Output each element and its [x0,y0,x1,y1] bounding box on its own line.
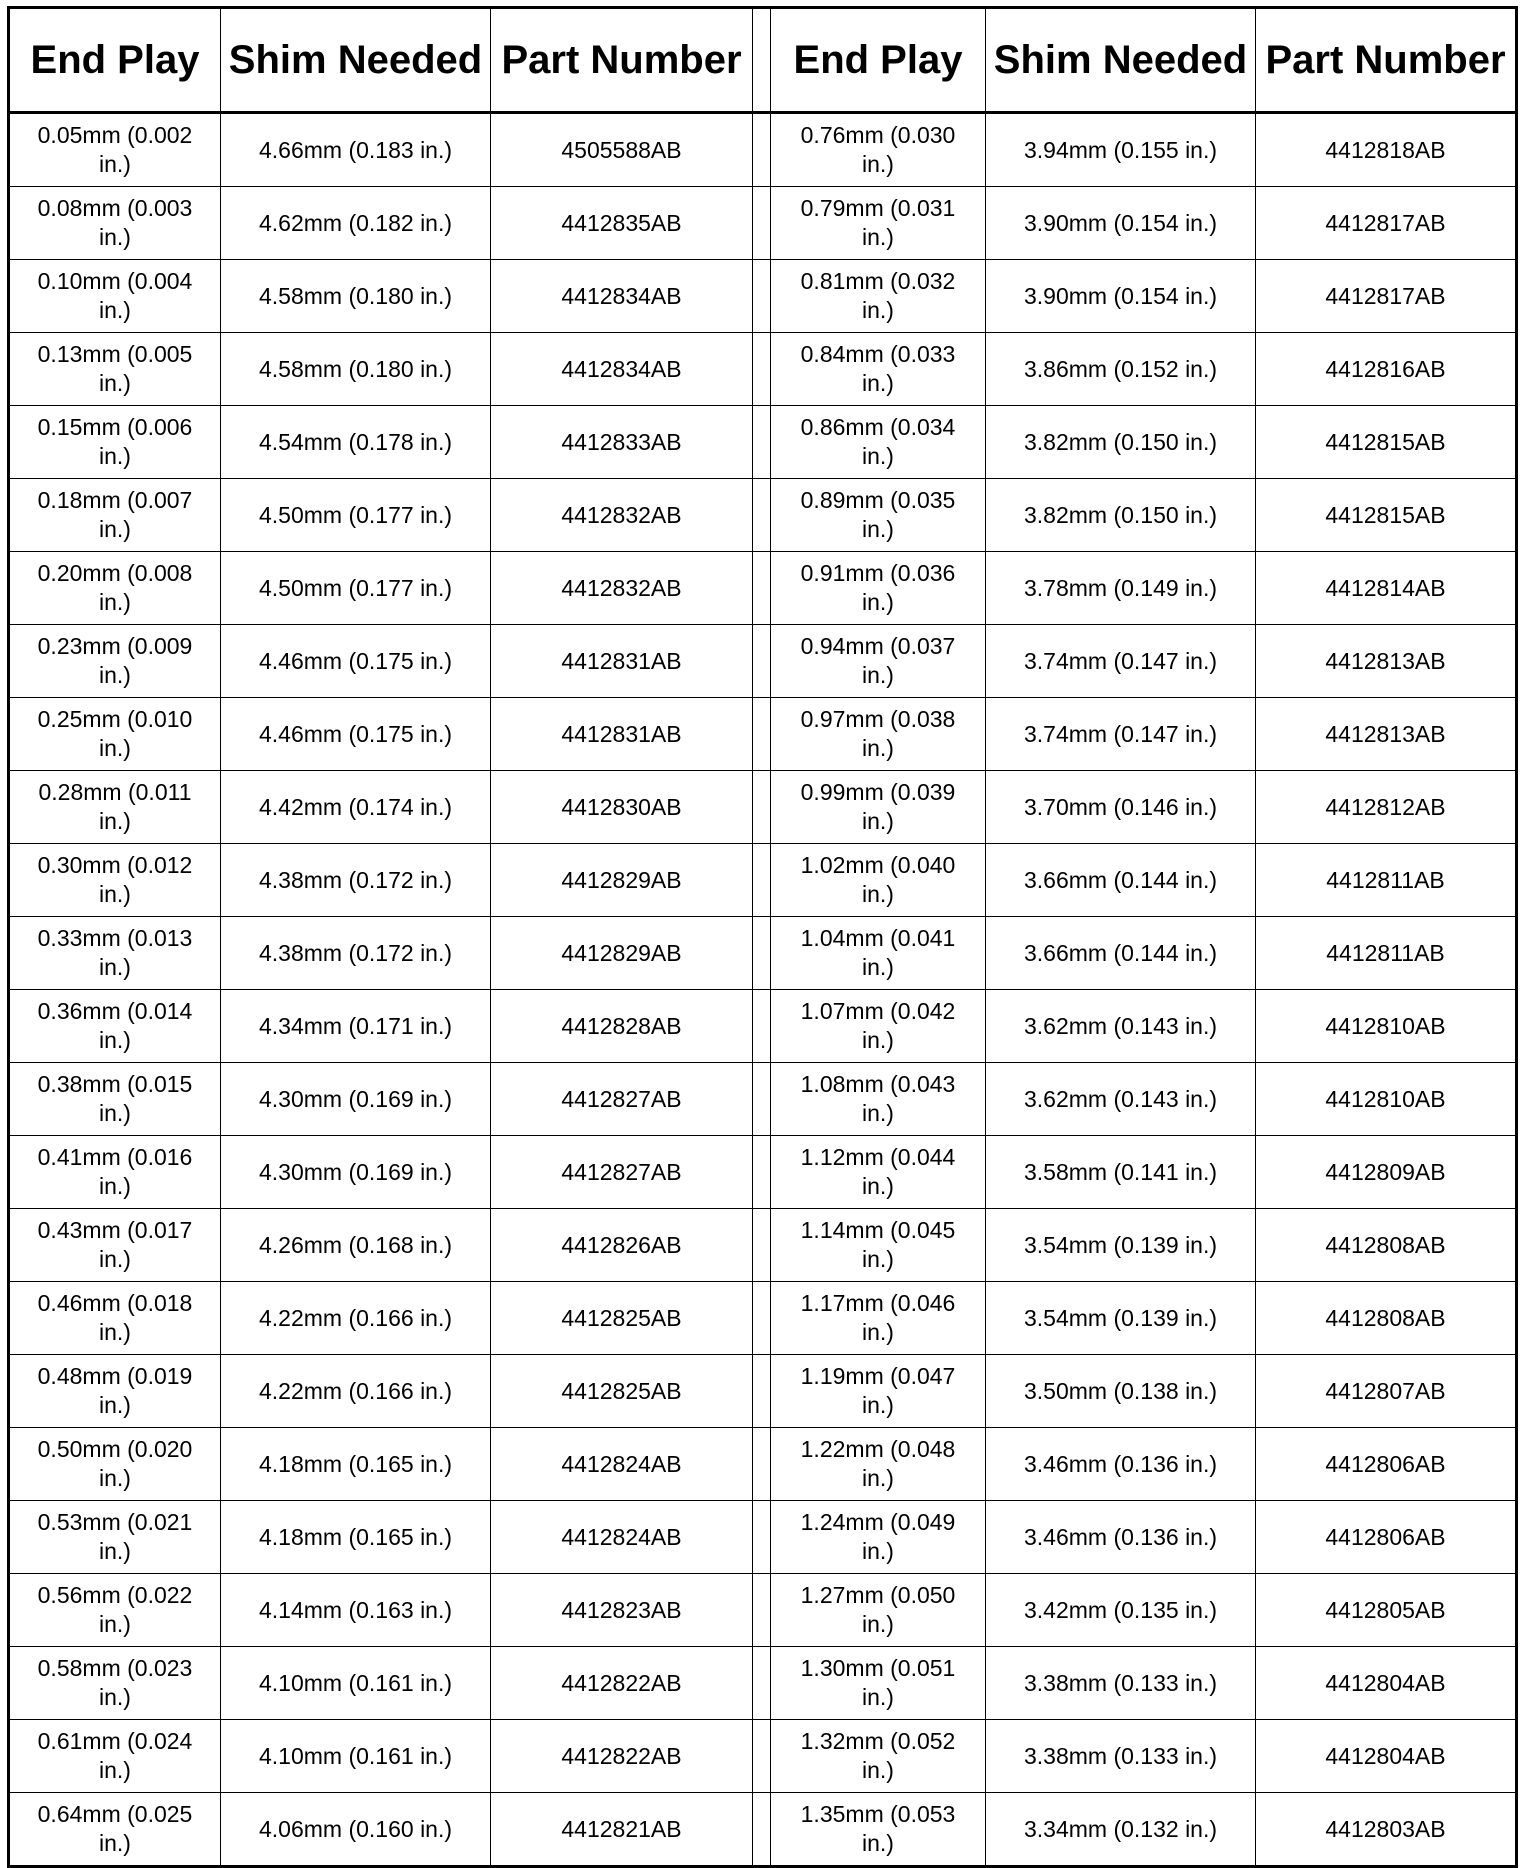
end-play-value: 0.79mm (0.031 in.) [800,195,956,250]
cell-end-play-right [771,625,986,698]
shim-selection-chart [7,6,1515,1856]
end-play-value: 0.76mm (0.030 in.) [800,122,956,177]
cell-shim-needed: 4.58mm (0.180 in.) [221,333,491,406]
end-play-value: 1.02mm (0.040 in.) [800,852,956,907]
end-play-value: 0.99mm (0.039 in.) [800,779,956,834]
column-header-end-play: End Play [9,8,221,113]
cell-shim-needed: 4.50mm (0.177 in.) [221,479,491,552]
column-divider [753,260,771,333]
end-play-value: 0.58mm (0.023 in.) [37,1655,193,1710]
cell-end-play [9,1574,221,1647]
end-play-value: 1.08mm (0.043 in.) [800,1071,956,1126]
table-row [9,1793,1517,1867]
cell-end-play-right [771,1720,986,1793]
end-play-value: 0.53mm (0.021 in.) [37,1509,193,1564]
cell-part-number: 4412821AB [491,1793,753,1867]
column-divider [753,479,771,552]
table-row [9,260,1517,333]
end-play-value: 0.41mm (0.016 in.) [37,1144,193,1199]
cell-shim-needed: 4.42mm (0.174 in.) [221,771,491,844]
cell-end-play-right [771,1793,986,1867]
table-row [9,1428,1517,1501]
table-row [9,1282,1517,1355]
column-divider [753,990,771,1063]
cell-part-number: 4412824AB [491,1428,753,1501]
cell-shim-needed-right: 3.94mm (0.155 in.) [986,113,1256,187]
cell-end-play-right [771,113,986,187]
end-play-value: 0.15mm (0.006 in.) [37,414,193,469]
cell-part-number-right: 4412809AB [1256,1136,1517,1209]
cell-part-number-right: 4412818AB [1256,113,1517,187]
cell-shim-needed: 4.10mm (0.161 in.) [221,1720,491,1793]
cell-end-play [9,1063,221,1136]
shim-table [7,6,1518,1868]
cell-shim-needed-right: 3.62mm (0.143 in.) [986,990,1256,1063]
cell-part-number-right: 4412808AB [1256,1282,1517,1355]
cell-end-play [9,698,221,771]
end-play-value: 1.14mm (0.045 in.) [800,1217,956,1272]
end-play-value: 1.04mm (0.041 in.) [800,925,956,980]
cell-shim-needed: 4.18mm (0.165 in.) [221,1428,491,1501]
cell-shim-needed: 4.22mm (0.166 in.) [221,1282,491,1355]
cell-end-play [9,990,221,1063]
cell-end-play [9,1428,221,1501]
end-play-value: 0.81mm (0.032 in.) [800,268,956,323]
cell-part-number: 4412831AB [491,698,753,771]
cell-end-play [9,1282,221,1355]
cell-part-number: 4412833AB [491,406,753,479]
end-play-value: 0.86mm (0.034 in.) [800,414,956,469]
end-play-value: 1.24mm (0.049 in.) [800,1509,956,1564]
cell-shim-needed-right: 3.46mm (0.136 in.) [986,1501,1256,1574]
column-divider [753,1209,771,1282]
cell-end-play [9,1720,221,1793]
column-divider [753,406,771,479]
cell-shim-needed-right: 3.82mm (0.150 in.) [986,406,1256,479]
column-divider [753,1136,771,1209]
table-row [9,187,1517,260]
column-divider [753,1647,771,1720]
column-divider [753,333,771,406]
cell-part-number-right: 4412810AB [1256,990,1517,1063]
table-row [9,625,1517,698]
column-header-end-play-right: End Play [771,8,986,113]
cell-end-play [9,552,221,625]
cell-end-play [9,1647,221,1720]
column-divider [753,1574,771,1647]
cell-part-number-right: 4412811AB [1256,917,1517,990]
end-play-value: 0.30mm (0.012 in.) [37,852,193,907]
cell-end-play [9,260,221,333]
end-play-value: 0.20mm (0.008 in.) [37,560,193,615]
end-play-value: 1.07mm (0.042 in.) [800,998,956,1053]
end-play-value: 1.27mm (0.050 in.) [800,1582,956,1637]
table-row [9,1501,1517,1574]
column-divider [753,771,771,844]
end-play-value: 0.46mm (0.018 in.) [37,1290,193,1345]
end-play-value: 0.38mm (0.015 in.) [37,1071,193,1126]
cell-end-play [9,625,221,698]
cell-part-number-right: 4412815AB [1256,406,1517,479]
cell-shim-needed-right: 3.54mm (0.139 in.) [986,1209,1256,1282]
cell-end-play-right [771,479,986,552]
cell-part-number: 4412824AB [491,1501,753,1574]
cell-end-play-right [771,1428,986,1501]
cell-part-number: 4412835AB [491,187,753,260]
end-play-value: 0.48mm (0.019 in.) [37,1363,193,1418]
cell-part-number: 4412832AB [491,552,753,625]
cell-shim-needed: 4.38mm (0.172 in.) [221,844,491,917]
cell-shim-needed-right: 3.78mm (0.149 in.) [986,552,1256,625]
column-divider [753,844,771,917]
cell-shim-needed-right: 3.34mm (0.132 in.) [986,1793,1256,1867]
cell-shim-needed: 4.30mm (0.169 in.) [221,1136,491,1209]
cell-end-play-right [771,406,986,479]
table-row [9,1136,1517,1209]
cell-part-number-right: 4412812AB [1256,771,1517,844]
cell-end-play [9,406,221,479]
end-play-value: 1.35mm (0.053 in.) [800,1801,956,1856]
cell-end-play [9,187,221,260]
cell-shim-needed: 4.46mm (0.175 in.) [221,625,491,698]
column-divider [753,552,771,625]
cell-part-number: 4412834AB [491,333,753,406]
cell-shim-needed-right: 3.54mm (0.139 in.) [986,1282,1256,1355]
table-row [9,1063,1517,1136]
cell-part-number-right: 4412810AB [1256,1063,1517,1136]
column-divider [753,1720,771,1793]
end-play-value: 1.30mm (0.051 in.) [800,1655,956,1710]
column-divider [753,1428,771,1501]
end-play-value: 1.17mm (0.046 in.) [800,1290,956,1345]
cell-end-play [9,1501,221,1574]
cell-part-number: 4412825AB [491,1282,753,1355]
column-header-shim-needed: Shim Needed [221,8,491,113]
cell-shim-needed-right: 3.66mm (0.144 in.) [986,917,1256,990]
cell-shim-needed-right: 3.38mm (0.133 in.) [986,1647,1256,1720]
cell-part-number: 4412829AB [491,844,753,917]
cell-shim-needed-right: 3.38mm (0.133 in.) [986,1720,1256,1793]
cell-end-play [9,1136,221,1209]
cell-end-play [9,771,221,844]
cell-part-number-right: 4412803AB [1256,1793,1517,1867]
column-header-shim-needed-right: Shim Needed [986,8,1256,113]
cell-part-number-right: 4412808AB [1256,1209,1517,1282]
cell-shim-needed: 4.62mm (0.182 in.) [221,187,491,260]
end-play-value: 0.61mm (0.024 in.) [37,1728,193,1783]
end-play-value: 0.89mm (0.035 in.) [800,487,956,542]
cell-part-number: 4412822AB [491,1720,753,1793]
cell-end-play-right [771,187,986,260]
cell-part-number-right: 4412813AB [1256,625,1517,698]
column-divider [753,113,771,187]
cell-end-play-right [771,990,986,1063]
cell-part-number: 4412828AB [491,990,753,1063]
cell-part-number-right: 4412811AB [1256,844,1517,917]
cell-part-number-right: 4412813AB [1256,698,1517,771]
cell-end-play-right [771,1501,986,1574]
cell-part-number-right: 4412806AB [1256,1428,1517,1501]
cell-shim-needed: 4.30mm (0.169 in.) [221,1063,491,1136]
end-play-value: 0.36mm (0.014 in.) [37,998,193,1053]
end-play-value: 0.05mm (0.002 in.) [37,122,193,177]
table-row [9,1209,1517,1282]
cell-end-play-right [771,552,986,625]
cell-shim-needed-right: 3.86mm (0.152 in.) [986,333,1256,406]
cell-shim-needed: 4.58mm (0.180 in.) [221,260,491,333]
end-play-value: 0.18mm (0.007 in.) [37,487,193,542]
table-row [9,1647,1517,1720]
end-play-value: 0.43mm (0.017 in.) [37,1217,193,1272]
end-play-value: 0.91mm (0.036 in.) [800,560,956,615]
cell-part-number: 4412831AB [491,625,753,698]
cell-part-number-right: 4412807AB [1256,1355,1517,1428]
end-play-value: 0.56mm (0.022 in.) [37,1582,193,1637]
cell-shim-needed-right: 3.50mm (0.138 in.) [986,1355,1256,1428]
table-row [9,113,1517,187]
cell-end-play [9,917,221,990]
cell-shim-needed-right: 3.58mm (0.141 in.) [986,1136,1256,1209]
table-row [9,698,1517,771]
cell-part-number-right: 4412817AB [1256,187,1517,260]
column-divider [753,1355,771,1428]
cell-end-play [9,479,221,552]
cell-shim-needed: 4.10mm (0.161 in.) [221,1647,491,1720]
column-divider [753,1501,771,1574]
cell-part-number: 4412827AB [491,1063,753,1136]
cell-end-play-right [771,1574,986,1647]
cell-end-play [9,844,221,917]
table-row [9,917,1517,990]
cell-part-number: 4412834AB [491,260,753,333]
cell-end-play-right [771,260,986,333]
end-play-value: 1.22mm (0.048 in.) [800,1436,956,1491]
cell-part-number-right: 4412806AB [1256,1501,1517,1574]
cell-shim-needed-right: 3.74mm (0.147 in.) [986,698,1256,771]
table-row [9,333,1517,406]
cell-part-number: 4412826AB [491,1209,753,1282]
cell-end-play-right [771,917,986,990]
cell-end-play-right [771,1063,986,1136]
end-play-value: 0.13mm (0.005 in.) [37,341,193,396]
cell-part-number: 4412829AB [491,917,753,990]
cell-part-number-right: 4412816AB [1256,333,1517,406]
cell-shim-needed-right: 3.90mm (0.154 in.) [986,187,1256,260]
end-play-value: 0.23mm (0.009 in.) [37,633,193,688]
cell-end-play-right [771,1282,986,1355]
table-body [9,113,1517,1867]
cell-shim-needed: 4.26mm (0.168 in.) [221,1209,491,1282]
cell-shim-needed: 4.34mm (0.171 in.) [221,990,491,1063]
end-play-value: 0.25mm (0.010 in.) [37,706,193,761]
cell-part-number-right: 4412804AB [1256,1720,1517,1793]
cell-part-number: 4412825AB [491,1355,753,1428]
cell-shim-needed-right: 3.62mm (0.143 in.) [986,1063,1256,1136]
cell-part-number-right: 4412814AB [1256,552,1517,625]
cell-part-number: 4412827AB [491,1136,753,1209]
table-row [9,771,1517,844]
end-play-value: 0.28mm (0.011 in.) [38,779,192,834]
column-divider [753,625,771,698]
cell-shim-needed: 4.50mm (0.177 in.) [221,552,491,625]
column-header-part-number: Part Number [491,8,753,113]
cell-end-play [9,333,221,406]
cell-end-play [9,113,221,187]
table-header-row [9,8,1517,113]
cell-part-number: 4412830AB [491,771,753,844]
cell-part-number-right: 4412815AB [1256,479,1517,552]
end-play-value: 1.32mm (0.052 in.) [800,1728,956,1783]
cell-shim-needed-right: 3.66mm (0.144 in.) [986,844,1256,917]
cell-shim-needed: 4.22mm (0.166 in.) [221,1355,491,1428]
cell-part-number-right: 4412805AB [1256,1574,1517,1647]
cell-shim-needed: 4.06mm (0.160 in.) [221,1793,491,1867]
end-play-value: 1.19mm (0.047 in.) [800,1363,956,1418]
cell-end-play-right [771,1647,986,1720]
end-play-value: 0.10mm (0.004 in.) [37,268,193,323]
end-play-value: 0.33mm (0.013 in.) [37,925,193,980]
column-divider [753,1063,771,1136]
end-play-value: 0.50mm (0.020 in.) [37,1436,193,1491]
table-row [9,1355,1517,1428]
end-play-value: 1.12mm (0.044 in.) [800,1144,956,1199]
table-row [9,479,1517,552]
end-play-value: 0.94mm (0.037 in.) [800,633,956,688]
column-divider [753,1282,771,1355]
cell-shim-needed-right: 3.90mm (0.154 in.) [986,260,1256,333]
column-divider [753,1793,771,1867]
end-play-value: 0.97mm (0.038 in.) [800,706,956,761]
cell-end-play [9,1355,221,1428]
cell-shim-needed: 4.14mm (0.163 in.) [221,1574,491,1647]
cell-shim-needed: 4.54mm (0.178 in.) [221,406,491,479]
cell-shim-needed-right: 3.74mm (0.147 in.) [986,625,1256,698]
cell-shim-needed: 4.38mm (0.172 in.) [221,917,491,990]
column-divider [753,187,771,260]
cell-shim-needed-right: 3.82mm (0.150 in.) [986,479,1256,552]
cell-end-play [9,1209,221,1282]
cell-part-number: 4505588AB [491,113,753,187]
cell-part-number: 4412823AB [491,1574,753,1647]
table-row [9,552,1517,625]
cell-end-play-right [771,1355,986,1428]
cell-shim-needed: 4.18mm (0.165 in.) [221,1501,491,1574]
column-header-part-number-right: Part Number [1256,8,1517,113]
table-row [9,990,1517,1063]
cell-shim-needed: 4.46mm (0.175 in.) [221,698,491,771]
cell-part-number: 4412822AB [491,1647,753,1720]
end-play-value: 0.64mm (0.025 in.) [37,1801,193,1856]
cell-end-play [9,1793,221,1867]
cell-end-play-right [771,844,986,917]
table-row [9,1720,1517,1793]
column-divider [753,8,771,113]
cell-shim-needed-right: 3.42mm (0.135 in.) [986,1574,1256,1647]
table-row [9,406,1517,479]
cell-end-play-right [771,771,986,844]
cell-part-number-right: 4412804AB [1256,1647,1517,1720]
column-divider [753,917,771,990]
column-divider [753,698,771,771]
table-row [9,844,1517,917]
cell-shim-needed: 4.66mm (0.183 in.) [221,113,491,187]
cell-part-number-right: 4412817AB [1256,260,1517,333]
cell-part-number: 4412832AB [491,479,753,552]
cell-shim-needed-right: 3.70mm (0.146 in.) [986,771,1256,844]
cell-end-play-right [771,333,986,406]
table-row [9,1574,1517,1647]
cell-end-play-right [771,698,986,771]
end-play-value: 0.84mm (0.033 in.) [800,341,956,396]
cell-end-play-right [771,1136,986,1209]
cell-shim-needed-right: 3.46mm (0.136 in.) [986,1428,1256,1501]
cell-end-play-right [771,1209,986,1282]
end-play-value: 0.08mm (0.003 in.) [37,195,193,250]
